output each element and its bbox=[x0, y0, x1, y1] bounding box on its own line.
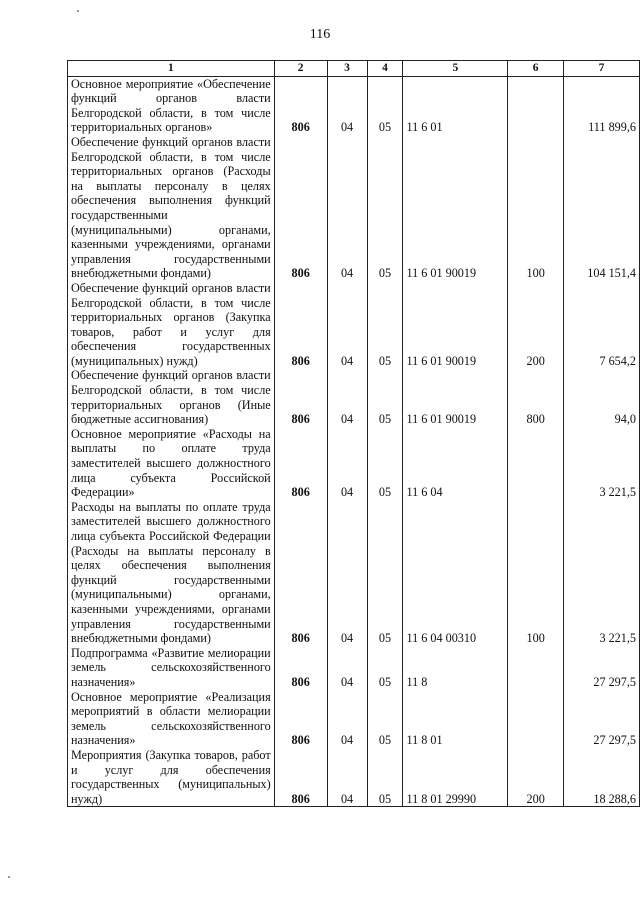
row-expense-type-cell bbox=[508, 427, 564, 500]
row-grbs-cell: 806 bbox=[274, 135, 327, 281]
row-expense-type-cell: 100 bbox=[508, 135, 564, 281]
row-grbs-cell: 806 bbox=[274, 368, 327, 426]
row-target-article-cell: 11 6 01 90019 bbox=[403, 368, 508, 426]
row-grbs-cell: 806 bbox=[274, 500, 327, 646]
table-header-row bbox=[68, 61, 640, 77]
row-section-cell: 04 bbox=[327, 748, 367, 807]
row-target-article-cell: 11 8 01 bbox=[403, 690, 508, 748]
row-sum-cell: 27 297,5 bbox=[564, 690, 640, 748]
row-subsection-cell: 05 bbox=[367, 646, 403, 690]
row-subsection-cell: 05 bbox=[367, 427, 403, 500]
row-target-article-cell: 11 6 01 90019 bbox=[403, 281, 508, 369]
row-section-cell: 04 bbox=[327, 135, 367, 281]
row-section-cell: 04 bbox=[327, 368, 367, 426]
row-grbs-cell: 806 bbox=[274, 748, 327, 807]
row-name-cell: Обеспечение функций органов власти Белгородской области, в том числе территориальных органов (Закупка товаров, работ и услуг для обеспечения государственных (муниципальных) нужд) bbox=[68, 281, 275, 369]
row-subsection-cell: 05 bbox=[367, 690, 403, 748]
row-grbs-cell: 806 bbox=[274, 646, 327, 690]
column-header: 7 bbox=[564, 61, 640, 77]
budget-table bbox=[67, 60, 640, 807]
row-sum-cell: 27 297,5 bbox=[564, 646, 640, 690]
row-target-article-cell: 11 6 04 00310 bbox=[403, 500, 508, 646]
row-grbs-cell: 806 bbox=[274, 281, 327, 369]
table-row bbox=[68, 690, 640, 748]
row-grbs-cell: 806 bbox=[274, 76, 327, 135]
row-subsection-cell: 05 bbox=[367, 748, 403, 807]
row-expense-type-cell: 800 bbox=[508, 368, 564, 426]
row-section-cell: 04 bbox=[327, 76, 367, 135]
column-header: 4 bbox=[367, 61, 403, 77]
table-row bbox=[68, 427, 640, 500]
row-name-cell: Основное мероприятие «Расходы на выплаты по оплате труда заместителей высшего должностного лица субъекта Российской Федерации» bbox=[68, 427, 275, 500]
row-subsection-cell: 05 bbox=[367, 500, 403, 646]
row-target-article-cell: 11 8 bbox=[403, 646, 508, 690]
page-number: 116 bbox=[309, 27, 331, 42]
row-expense-type-cell: 200 bbox=[508, 748, 564, 807]
column-header: 5 bbox=[403, 61, 508, 77]
row-sum-cell: 7 654,2 bbox=[564, 281, 640, 369]
table-row bbox=[68, 368, 640, 426]
row-expense-type-cell: 100 bbox=[508, 500, 564, 646]
row-expense-type-cell: 200 bbox=[508, 281, 564, 369]
table-row bbox=[68, 135, 640, 281]
row-subsection-cell: 05 bbox=[367, 76, 403, 135]
table-row bbox=[68, 281, 640, 369]
row-target-article-cell: 11 6 04 bbox=[403, 427, 508, 500]
table-body bbox=[68, 76, 640, 807]
row-subsection-cell: 05 bbox=[367, 281, 403, 369]
row-name-cell: Подпрограмма «Развитие мелиорации земель сельскохозяйственного назначения» bbox=[68, 646, 275, 690]
row-name-cell: Обеспечение функций органов власти Белгородской области, в том числе территориальных органов (Расходы на выплаты персоналу в целях обеспечения выполнения функций государственными (муниципальными) органами, казенными учреждениями, органами управления государственными внебюджетными фондами) bbox=[68, 135, 275, 281]
row-expense-type-cell bbox=[508, 690, 564, 748]
row-subsection-cell: 05 bbox=[367, 135, 403, 281]
row-name-cell: Основное мероприятие «Реализация мероприятий в области мелиорации земель сельскохозяйственного назначения» bbox=[68, 690, 275, 748]
row-section-cell: 04 bbox=[327, 500, 367, 646]
row-grbs-cell: 806 bbox=[274, 690, 327, 748]
row-sum-cell: 94,0 bbox=[564, 368, 640, 426]
column-header: 1 bbox=[68, 61, 275, 77]
row-target-article-cell: 11 6 01 bbox=[403, 76, 508, 135]
row-section-cell: 04 bbox=[327, 427, 367, 500]
column-header: 6 bbox=[508, 61, 564, 77]
row-sum-cell: 3 221,5 bbox=[564, 500, 640, 646]
column-header: 2 bbox=[274, 61, 327, 77]
row-expense-type-cell bbox=[508, 76, 564, 135]
row-target-article-cell: 11 8 01 29990 bbox=[403, 748, 508, 807]
row-expense-type-cell bbox=[508, 646, 564, 690]
row-section-cell: 04 bbox=[327, 281, 367, 369]
row-name-cell: Расходы на выплаты по оплате труда заместителей высшего должностного лица субъекта Российской Федерации (Расходы на выплаты персоналу в целях обеспечения выполнения функций государственными (муниципальными) органами, казенными учреждениями, органами управления государственными внебюджетными фондами) bbox=[68, 500, 275, 646]
row-section-cell: 04 bbox=[327, 646, 367, 690]
column-header: 3 bbox=[327, 61, 367, 77]
table-row bbox=[68, 646, 640, 690]
row-name-cell: Основное мероприятие «Обеспечение функций органов власти Белгородской области, в том числе территориальных органов» bbox=[68, 76, 275, 135]
row-name-cell: Обеспечение функций органов власти Белгородской области, в том числе территориальных органов (Иные бюджетные ассигнования) bbox=[68, 368, 275, 426]
table-row bbox=[68, 76, 640, 135]
row-sum-cell: 104 151,4 bbox=[564, 135, 640, 281]
scan-speck bbox=[8, 876, 10, 878]
row-name-cell: Мероприятия (Закупка товаров, работ и услуг для обеспечения государственных (муниципальных) нужд) bbox=[68, 748, 275, 807]
table-row bbox=[68, 500, 640, 646]
table-row bbox=[68, 748, 640, 807]
row-grbs-cell: 806 bbox=[274, 427, 327, 500]
row-section-cell: 04 bbox=[327, 690, 367, 748]
row-sum-cell: 111 899,6 bbox=[564, 76, 640, 135]
row-target-article-cell: 11 6 01 90019 bbox=[403, 135, 508, 281]
row-subsection-cell: 05 bbox=[367, 368, 403, 426]
row-sum-cell: 3 221,5 bbox=[564, 427, 640, 500]
row-sum-cell: 18 288,6 bbox=[564, 748, 640, 807]
scan-speck bbox=[77, 10, 79, 12]
